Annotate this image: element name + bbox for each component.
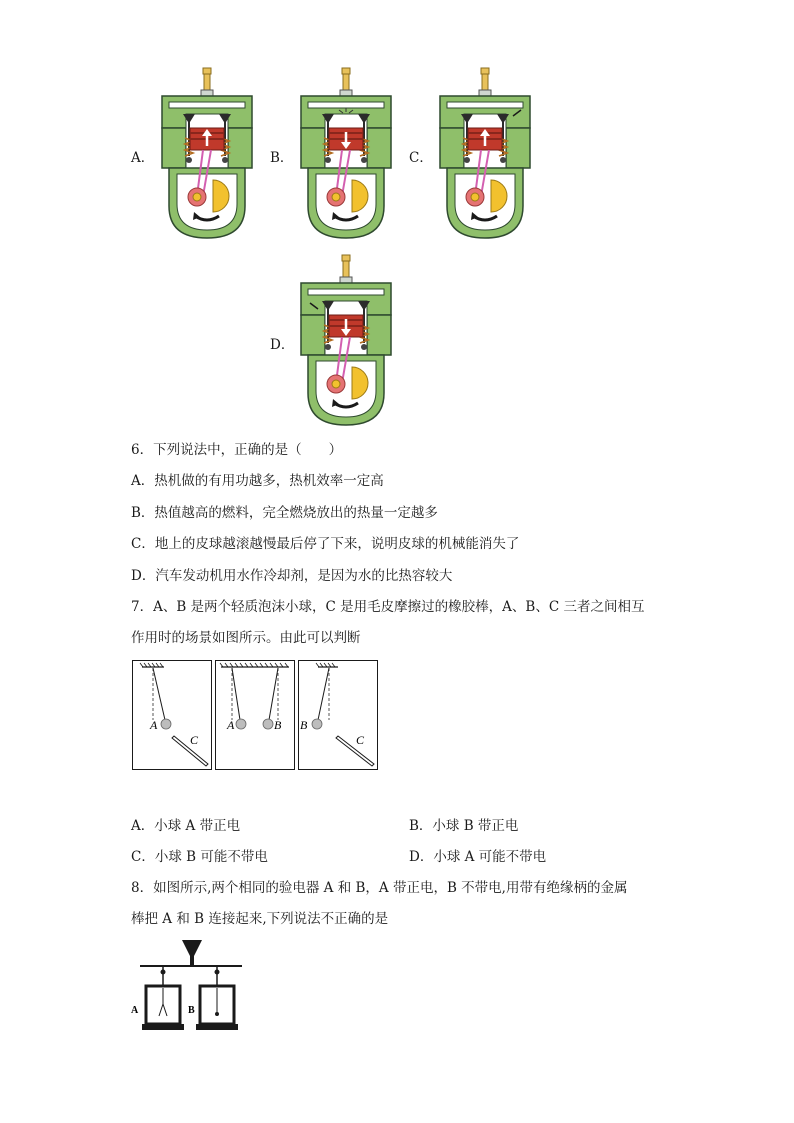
q7-panel3-label-b: B	[300, 718, 308, 732]
engine-diagram-a	[157, 66, 257, 242]
question-6-option-c: C．地上的皮球越滚越慢最后停了下来，说明皮球的机械能消失了	[131, 536, 520, 552]
question-7-option-c: C．小球 B 可能不带电	[131, 849, 268, 865]
q7-panel1-label-c: C	[190, 733, 199, 747]
option-a-label: A．	[131, 150, 155, 166]
q7-panel-b-c	[298, 660, 378, 770]
engine-diagram-d	[296, 253, 396, 429]
q7-panel-a-c	[132, 660, 212, 770]
q8-label-a: A	[131, 1005, 139, 1016]
question-6-stem: 6．下列说法中，正确的是（ ）	[131, 442, 343, 458]
question-6-option-d: D．汽车发动机用水作冷却剂，是因为水的比热容较大	[131, 568, 453, 584]
q7-panel2-label-a: A	[227, 718, 235, 732]
q7-panel1-label-a: A	[150, 718, 158, 732]
question-7-option-d: D．小球 A 可能不带电	[409, 849, 547, 865]
option-d-label: D．	[270, 337, 295, 353]
q7-panel-a-b	[215, 660, 295, 770]
question-6-option-b: B．热值越高的燃料，完全燃烧放出的热量一定越多	[131, 505, 438, 521]
option-c-label: C．	[409, 150, 433, 166]
question-8-stem-line1: 8．如图所示,两个相同的验电器 A 和 B，A 带正电，B 不带电,用带有绝缘柄的金属	[131, 880, 628, 896]
engine-diagram-b	[296, 66, 396, 242]
q7-panel2-label-b: B	[274, 718, 282, 732]
question-7-stem-line2: 作用时的场景如图所示。由此可以判断	[131, 630, 361, 646]
question-6-option-a: A．热机做的有用功越多，热机效率一定高	[131, 473, 384, 489]
question-7-option-b: B．小球 B 带正电	[409, 818, 519, 834]
question-7-stem-line1: 7．A、B 是两个轻质泡沫小球，C 是用毛皮摩擦过的橡胶棒，A、B、C 三者之间相互	[131, 599, 645, 615]
question-8-stem-line2: 棒把 A 和 B 连接起来,下列说法不正确的是	[131, 911, 389, 927]
question-7-option-a: A．小球 A 带正电	[131, 818, 241, 834]
q7-panel3-label-c: C	[356, 733, 365, 747]
option-b-label: B．	[270, 150, 294, 166]
q8-electroscope-figure	[130, 938, 250, 1038]
q8-label-b: B	[188, 1005, 195, 1016]
engine-diagram-c	[435, 66, 535, 242]
